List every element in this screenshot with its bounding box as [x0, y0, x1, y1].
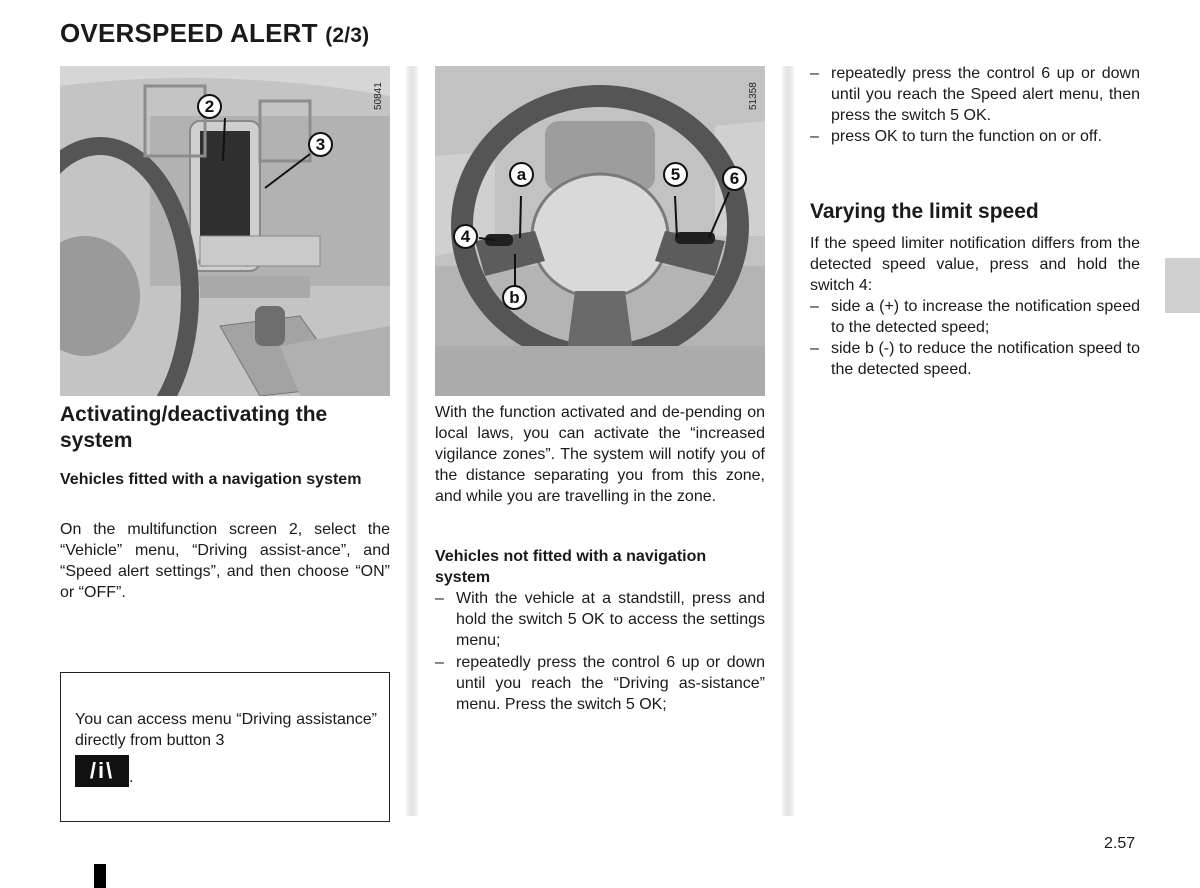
figure-code: 51358 [748, 82, 759, 110]
list-item-text: repeatedly press the control 6 up or down until you reach the Speed alert menu, then press the switch 5 OK. [831, 65, 1140, 124]
column-separator [782, 66, 794, 816]
list-item: – side a (+) to increase the notification speed to the detected speed; [810, 298, 1140, 336]
column-separator [406, 66, 418, 816]
section-heading-limit-speed: Varying the limit speed [810, 200, 1039, 223]
page-title-text: OVERSPEED ALERT [60, 18, 318, 48]
list-item: – press OK to turn the function on or off. [810, 126, 1140, 168]
paragraph-navigation: On the multifunction screen 2, select the “Vehicle” menu, “Driving assist-ance”, and “Speed alert settings”, and then choose “ON” or “OFF”. [60, 521, 390, 601]
list-item-text: With the vehicle at a standstill, press and hold the switch 5 OK to access the settings menu; [456, 590, 765, 649]
figure-code: 50841 [373, 82, 384, 110]
page-title [60, 18, 369, 49]
list-item-text: press OK to turn the function on or off. [831, 128, 1102, 145]
list-item-text: side b (-) to reduce the notification speed to the detected speed. [831, 340, 1140, 378]
figure-steering-wheel [435, 66, 765, 396]
list-item: – With the vehicle at a standstill, press and hold the switch 5 OK to access the settings menu; [435, 590, 765, 649]
callout-6: 6 [722, 166, 747, 191]
section-heading: Activating/deactivating the system [60, 403, 328, 452]
driving-assistance-icon: /i\ [75, 755, 129, 787]
chapter-tab [1165, 258, 1200, 313]
notice-text: You can access menu “Driving assistance” directly from button 3 [75, 711, 377, 749]
callout-b: b [502, 285, 527, 310]
paragraph-limit-speed: If the speed limiter notification differs from the detected speed value, press and hold the switch 4: [810, 235, 1140, 294]
callout-3: 3 [308, 132, 333, 157]
steering-wheel-illustration [435, 66, 765, 396]
page-marker [94, 864, 106, 888]
figure-dashboard [60, 66, 390, 396]
subheading-navigation: Vehicles fitted with a navigation system [60, 471, 362, 488]
list-item-text: repeatedly press the control 6 up or down until you reach the “Driving as-sistance” menu. Press the switch 5 OK; [456, 654, 765, 713]
paragraph-vigilance-zones: With the function activated and de-pending on local laws, you can activate the “increased vigilance zones”. The system will notify you of the distance separating you from this zone, and while you are travelling in the zone. [435, 404, 765, 505]
page-number: 2.57 [1104, 835, 1136, 852]
list-item: – repeatedly press the control 6 up or down until you reach the “Driving as-sistance” menu. Press the switch 5 OK; [435, 654, 765, 713]
callout-5: 5 [663, 162, 688, 187]
list-item-text: side a (+) to increase the notification speed to the detected speed; [831, 298, 1140, 336]
list-item: – side b (-) to reduce the notification speed to the detected speed. [810, 340, 1140, 378]
notice-box [60, 672, 390, 822]
callout-2: 2 [197, 94, 222, 119]
callout-4: 4 [453, 224, 478, 249]
list-item: – repeatedly press the control 6 up or down until you reach the Speed alert menu, then press the switch 5 OK. [810, 65, 1140, 124]
notice-trail: . [129, 769, 134, 786]
callout-a: a [509, 162, 534, 187]
dashboard-illustration [60, 66, 390, 396]
subheading-no-navigation: Vehicles not fitted with a navigation system [435, 548, 707, 586]
page-title-suffix: (2/3) [325, 24, 370, 47]
